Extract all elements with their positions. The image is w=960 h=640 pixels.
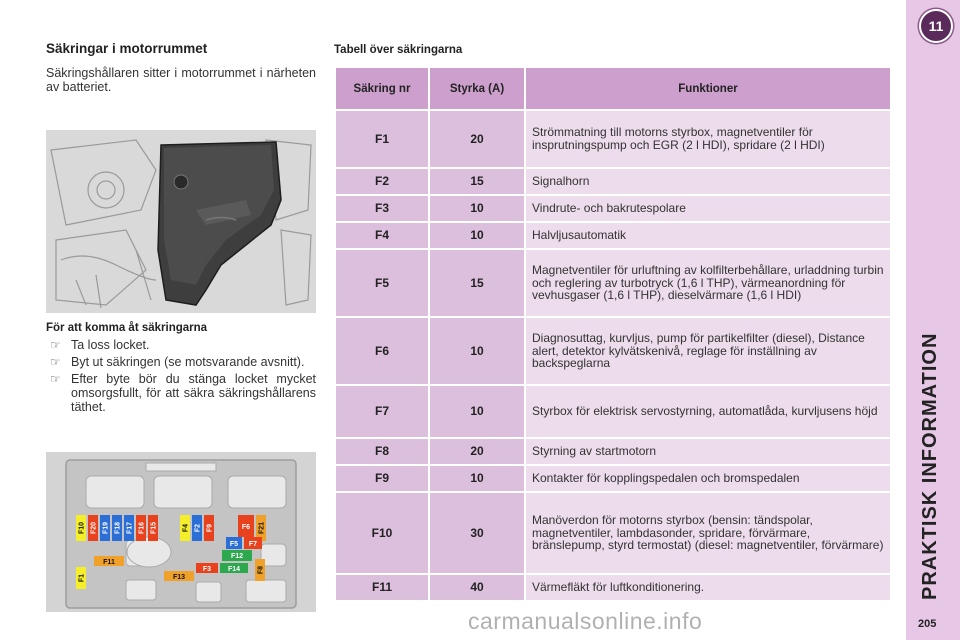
fuse-number: F8: [336, 439, 428, 464]
table-row: [336, 318, 890, 384]
fuse-label: F12: [230, 553, 244, 560]
fuse-number: F3: [336, 196, 428, 221]
table-row: [336, 223, 890, 248]
hand-pointer-icon: ☞: [50, 338, 61, 352]
hand-pointer-icon: ☞: [50, 372, 61, 386]
step-text: Ta loss locket.: [71, 338, 150, 352]
fuse-label: F21: [258, 521, 266, 535]
fuse-label: F7: [248, 541, 258, 548]
fuse-label: F10: [78, 521, 86, 535]
fuse-function: Manöverdon för motorns styrbox (bensin: tändspolar, magnetventiler, lambdasonder, spridare, förvärmare, bränslepump, styrd termostat) (diesel: magnetventiler, förvärmare): [526, 493, 890, 573]
fuse-label: F18: [114, 521, 122, 535]
hand-pointer-icon: ☞: [50, 355, 61, 369]
fuse-function: Halvljusautomatik: [526, 223, 890, 248]
section-heading: Säkringar i motorrummet: [46, 41, 208, 56]
fuse-label: F11: [103, 559, 115, 566]
table-title: Tabell över säkringarna: [334, 44, 463, 56]
fuse-layout-illustration: [46, 452, 316, 612]
step-item: [46, 372, 316, 414]
fuse-function: Kontakter för kopplingspedalen och bromspedalen: [526, 466, 890, 491]
chapter-title: PRAKTISK INFORMATION: [919, 332, 941, 600]
fuse-label: F5: [229, 541, 239, 548]
step-text: Byt ut säkringen (se motsvarande avsnitt).: [71, 355, 305, 369]
fuse-function: Magnetventiler för urluftning av kolfilterbehållare, urladdning turbin och reglering av turbotryck (1,6 l THP), värmeanordning för vevhusgaser (1,6 l THP), dieselvärmare (1,6 l HDI): [526, 250, 890, 316]
fuse-label: F15: [150, 521, 158, 535]
fuse-label: F1: [78, 573, 86, 583]
fuse-number: F7: [336, 386, 428, 437]
fuse-label: F16: [138, 521, 146, 535]
fuse-number: F10: [336, 493, 428, 573]
fuse-label: F4: [182, 523, 190, 533]
table-row: [336, 439, 890, 464]
fuse-number: F1: [336, 111, 428, 167]
fuse-amperage: 15: [430, 250, 524, 316]
fuse-label: F2: [194, 523, 202, 533]
fuse-number: F6: [336, 318, 428, 384]
page-number: 205: [918, 618, 937, 630]
fuse-amperage: 10: [430, 223, 524, 248]
fuse-label: F3: [202, 566, 212, 573]
engine-illustration: [46, 130, 316, 313]
fuse-number: F11: [336, 575, 428, 600]
table-row: [336, 575, 890, 600]
engine-compartment-photo: [46, 130, 316, 313]
column-header-fuse-number: Säkring nr: [336, 68, 428, 109]
fuse-number: F9: [336, 466, 428, 491]
fuse-amperage: 10: [430, 386, 524, 437]
fuse-label: F9: [206, 523, 214, 533]
fuse-amperage: 10: [430, 466, 524, 491]
fuse-table: [334, 66, 892, 602]
table-row: [336, 386, 890, 437]
fuse-label: F13: [172, 574, 186, 581]
table-row: [336, 250, 890, 316]
table-row: [336, 466, 890, 491]
fuse-function: Signalhorn: [526, 169, 890, 194]
column-header-amperage: Styrka (A): [430, 68, 524, 109]
fuse-label: F6: [241, 524, 251, 531]
fuse-function: Strömmatning till motorns styrbox, magnetventiler för insprutningspump och EGR (2 l HDI), spridare (2 l HDI): [526, 111, 890, 167]
fuse-amperage: 10: [430, 196, 524, 221]
fuse-label: F20: [90, 521, 98, 535]
fuse-amperage: 20: [430, 439, 524, 464]
table-row: [336, 111, 890, 167]
table-row: [336, 169, 890, 194]
table-row: [336, 493, 890, 573]
fuse-label: F17: [126, 521, 134, 535]
fuse-amperage: 15: [430, 169, 524, 194]
table-row: [336, 196, 890, 221]
step-text: Efter byte bör du stänga locket mycket omsorgsfullt, för att säkra säkringshållarens täthet.: [71, 372, 316, 414]
access-heading: För att komma åt säkringarna: [46, 322, 208, 334]
fuse-amperage: 20: [430, 111, 524, 167]
fuse-function: Värmefläkt för luftkonditionering.: [526, 575, 890, 600]
step-list: [46, 338, 316, 417]
fuse-box-diagram: [46, 452, 316, 612]
fuse-function: Diagnosuttag, kurvljus, pump för partikelfilter (diesel), Distance alert, detektor kylvätskenivå, reglage för inställning av backspeglarna: [526, 318, 890, 384]
fuse-label: F14: [227, 566, 241, 573]
fuse-amperage: 30: [430, 493, 524, 573]
fuse-number: F4: [336, 223, 428, 248]
fuse-number: F2: [336, 169, 428, 194]
watermark: carmanualsonline.info: [468, 608, 703, 634]
step-item: [46, 338, 316, 352]
step-item: [46, 355, 316, 369]
fuse-label: F19: [102, 521, 110, 535]
intro-text: Säkringshållaren sitter i motorrummet i närheten av batteriet.: [46, 66, 316, 94]
fuse-label: F8: [257, 565, 265, 575]
chapter-number-badge: 11: [919, 9, 953, 43]
fuse-amperage: 10: [430, 318, 524, 384]
fuse-number: F5: [336, 250, 428, 316]
fuse-amperage: 40: [430, 575, 524, 600]
column-header-functions: Funktioner: [526, 68, 890, 109]
fuse-function: Styrning av startmotorn: [526, 439, 890, 464]
fuse-function: Vindrute- och bakrutespolare: [526, 196, 890, 221]
fuse-function: Styrbox för elektrisk servostyrning, automatlåda, kurvljusens höjd: [526, 386, 890, 437]
